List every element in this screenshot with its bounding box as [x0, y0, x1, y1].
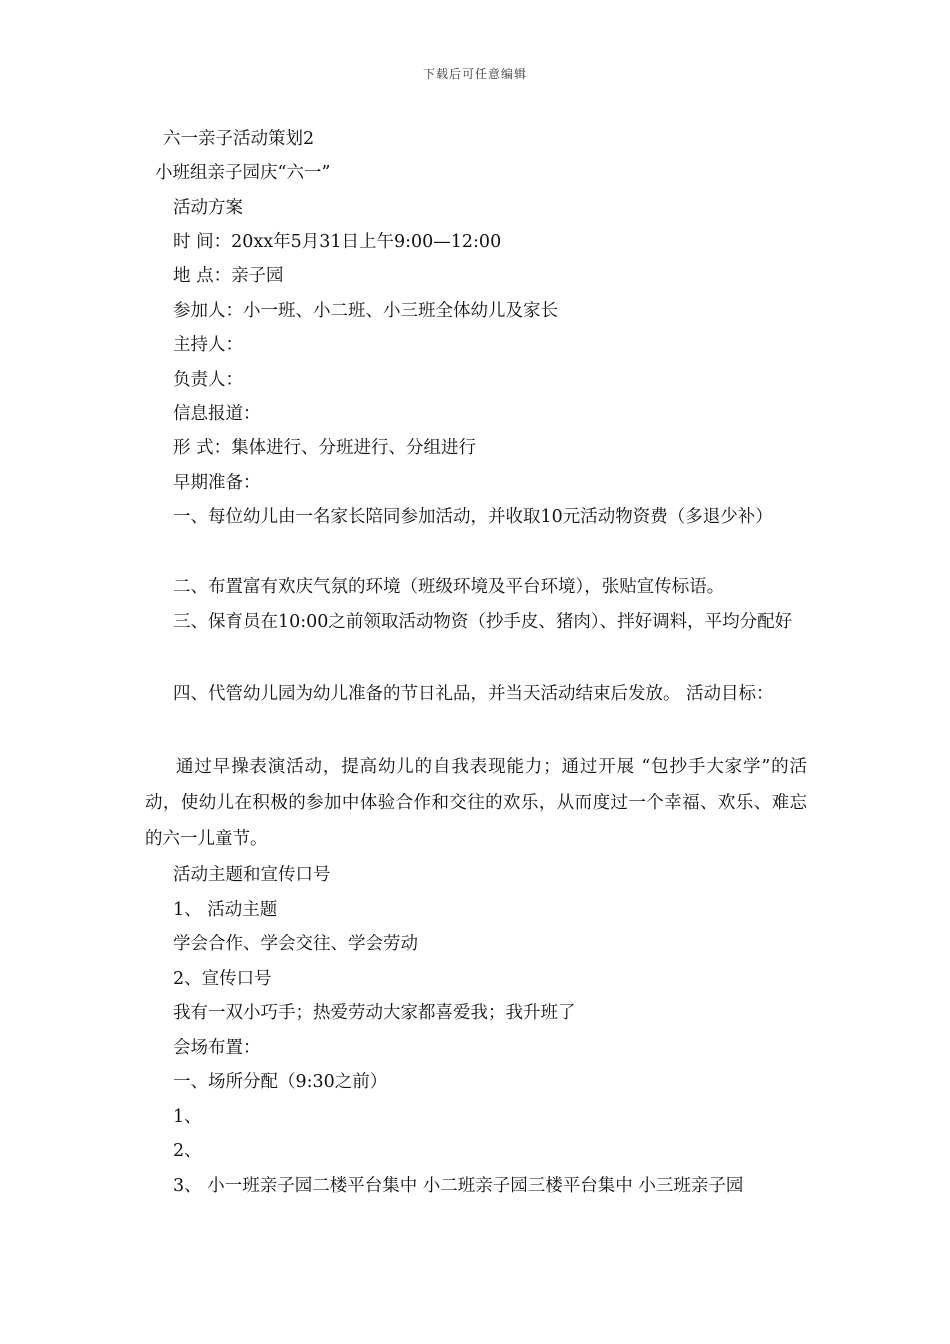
news-line: 信息报道： — [173, 404, 261, 424]
prep-item-1: 一、每位幼儿由一名家长陪同参加活动，并收取10元活动物资费（多退少补） — [173, 507, 773, 527]
theme-item-2: 2、宣传口号 — [173, 969, 272, 989]
prep-item-2: 二、布置富有欢庆气氛的环境（班级环境及平台环境），张贴宣传标语。 — [173, 577, 725, 597]
goal-paragraph: 通过早操表演活动，提高幼儿的自我表现能力；通过开展 “包抄手大家学”的活动，使幼儿在积极的参加中体验合作和交往的欢乐，从而度过一个幸福、欢乐、难忘的六一儿童节。 — [145, 757, 807, 849]
prep-item-3: 三、保育员在10:00之前领取活动物资（抄手皮、猪肉）、拌好调料，平均分配好 — [173, 612, 793, 632]
doc-title: 六一亲子活动策划2 — [163, 129, 315, 149]
form-line: 形 式：集体进行、分班进行、分组进行 — [173, 438, 477, 458]
plan-heading: 活动方案 — [173, 198, 243, 218]
doc-subtitle: 小班组亲子园庆“六一” — [155, 163, 331, 183]
theme-item-1-text: 学会合作、学会交往、学会劳动 — [173, 934, 418, 954]
page-header: 下载后可任意编辑 — [422, 67, 527, 81]
theme-item-1: 1、 活动主题 — [173, 900, 278, 920]
host-line: 主持人： — [173, 335, 243, 355]
theme-item-2-text: 我有一双小巧手；热爱劳动大家都喜爱我；我升班了 — [173, 1003, 576, 1023]
participants-line: 参加人：小一班、小二班、小三班全体幼儿及家长 — [173, 301, 558, 321]
list-item-1: 1、 — [173, 1107, 202, 1127]
venue-item-1: 一、场所分配（9:30之前） — [173, 1072, 388, 1092]
list-item-2: 2、 — [173, 1141, 202, 1161]
time-line: 时 间：20xx年5月31日上午9:00—12:00 — [173, 232, 502, 252]
prep-heading: 早期准备： — [173, 473, 261, 493]
list-item-3: 3、 小一班亲子园二楼平台集中 小二班亲子园三楼平台集中 小三班亲子园 — [173, 1176, 744, 1196]
venue-heading: 会场布置： — [173, 1038, 261, 1058]
theme-heading: 活动主题和宣传口号 — [173, 865, 331, 885]
person-in-charge-line: 负责人： — [173, 370, 243, 390]
place-line: 地 点：亲子园 — [173, 266, 284, 286]
prep-item-4: 四、代管幼儿园为幼儿准备的节日礼品，并当天活动结束后发放。 活动目标： — [173, 684, 774, 704]
